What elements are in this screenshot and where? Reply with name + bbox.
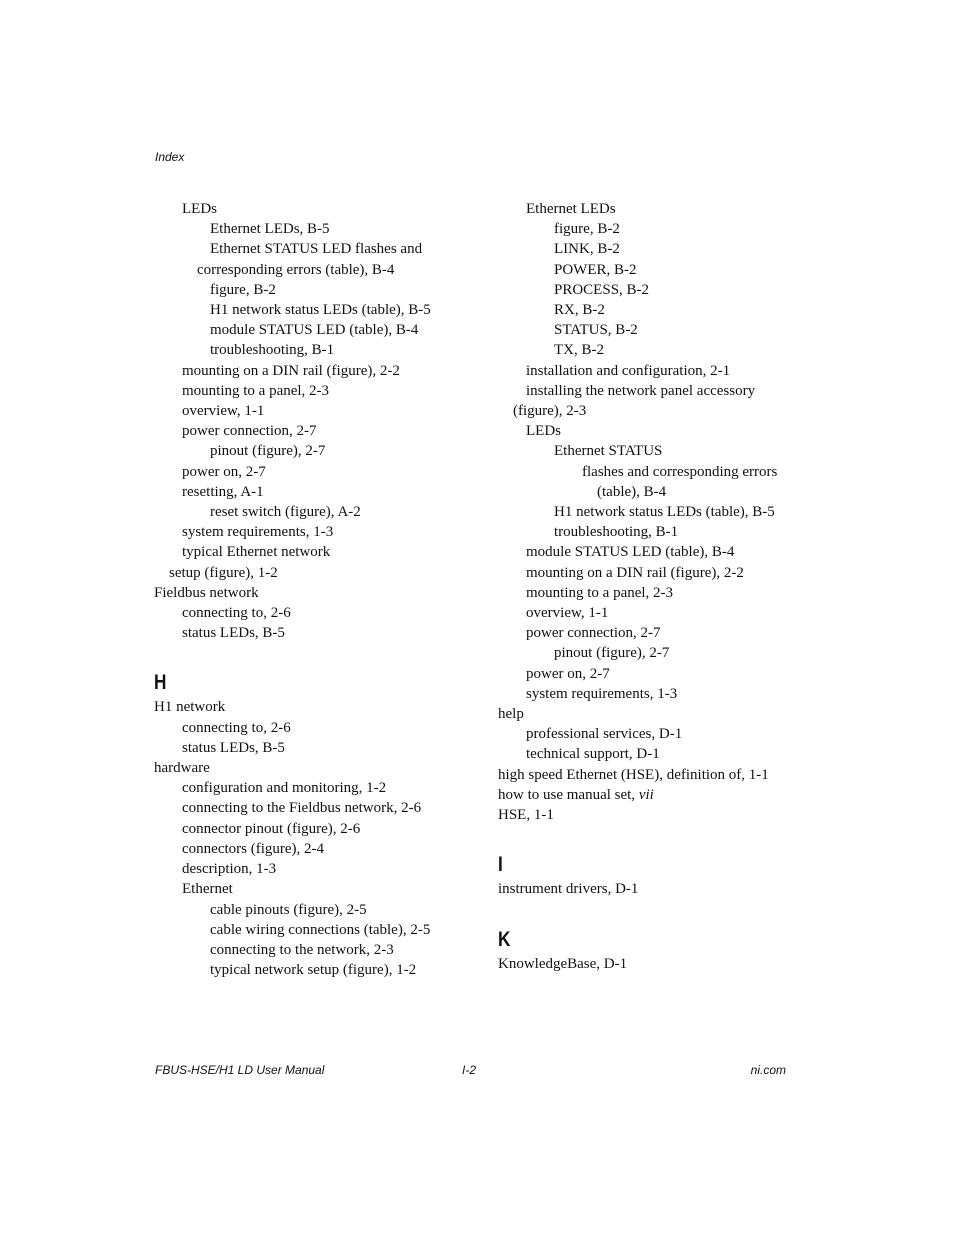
index-entry: high speed Ethernet (HSE), definition of, 1-1 bbox=[498, 766, 769, 783]
index-entry: help bbox=[498, 706, 524, 723]
index-subentry: installing the network panel accessory bbox=[526, 382, 756, 399]
index-subentry: figure, B-2 bbox=[554, 221, 620, 238]
index-subentry: POWER, B-2 bbox=[554, 261, 637, 278]
index-subentry: typical network setup (figure), 1-2 bbox=[210, 962, 417, 979]
footer-website: ni.com bbox=[750, 1063, 786, 1077]
footer-page-number: I-2 bbox=[462, 1063, 477, 1077]
index-section-letter: I bbox=[498, 853, 503, 877]
index-subentry: Ethernet STATUS LED flashes and bbox=[210, 241, 423, 258]
index-subentry: H1 network status LEDs (table), B-5 bbox=[554, 504, 775, 521]
index-entry: KnowledgeBase, D-1 bbox=[498, 955, 628, 972]
index-subentry: mounting on a DIN rail (figure), 2-2 bbox=[182, 362, 400, 379]
index-subentry: LEDs bbox=[182, 201, 217, 217]
index-subentry: mounting on a DIN rail (figure), 2-2 bbox=[526, 564, 744, 581]
index-subentry: reset switch (figure), A-2 bbox=[210, 504, 361, 521]
index-subentry: connector pinout (figure), 2-6 bbox=[182, 820, 361, 837]
index-subentry: (figure), 2-3 bbox=[513, 403, 587, 420]
index-subentry: TX, B-2 bbox=[554, 342, 604, 359]
index-subentry: connectors (figure), 2-4 bbox=[182, 840, 325, 857]
index-entry: H1 network bbox=[154, 699, 226, 716]
index-subentry: pinout (figure), 2-7 bbox=[554, 645, 670, 662]
footer-manual-title: FBUS-HSE/H1 LD User Manual bbox=[155, 1063, 325, 1077]
index-subentry: Ethernet bbox=[182, 881, 233, 898]
index-subentry: figure, B-2 bbox=[210, 281, 276, 298]
index-section-letter: K bbox=[498, 927, 511, 951]
index-subentry: PROCESS, B-2 bbox=[554, 281, 650, 298]
index-subentry: mounting to a panel, 2-3 bbox=[526, 584, 674, 601]
index-subentry: (table), B-4 bbox=[597, 483, 667, 500]
index-subentry: overview, 1-1 bbox=[182, 403, 265, 420]
index-subentry: corresponding errors (table), B-4 bbox=[197, 261, 395, 278]
index-subentry: cable pinouts (figure), 2-5 bbox=[210, 901, 367, 918]
index-subentry: technical support, D-1 bbox=[526, 746, 660, 763]
index-subentry: H1 network status LEDs (table), B-5 bbox=[210, 302, 431, 319]
index-subentry: RX, B-2 bbox=[554, 302, 605, 319]
index-subentry: Ethernet LEDs, B-5 bbox=[210, 221, 330, 238]
index-subentry: resetting, A-1 bbox=[182, 483, 264, 500]
index-subentry: power on, 2-7 bbox=[182, 463, 266, 480]
index-column-right bbox=[498, 199, 808, 974]
index-subentry: status LEDs, B-5 bbox=[182, 625, 285, 642]
index-subentry: description, 1-3 bbox=[182, 861, 277, 878]
index-section-letter: H bbox=[154, 671, 167, 695]
index-subentry: overview, 1-1 bbox=[526, 605, 609, 622]
index-subentry: troubleshooting, B-1 bbox=[554, 524, 679, 541]
index-subentry: Ethernet STATUS bbox=[554, 443, 663, 460]
index-subentry: module STATUS LED (table), B-4 bbox=[210, 322, 419, 339]
index-subentry: system requirements, 1-3 bbox=[526, 685, 678, 702]
index-subentry: typical Ethernet network bbox=[182, 544, 331, 561]
index-subentry: module STATUS LED (table), B-4 bbox=[526, 544, 735, 561]
index-subentry: pinout (figure), 2-7 bbox=[210, 443, 326, 460]
index-subentry: flashes and corresponding errors bbox=[582, 463, 778, 480]
index-subentry: LINK, B-2 bbox=[554, 241, 620, 258]
index-entry: instrument drivers, D-1 bbox=[498, 881, 639, 898]
running-header: Index bbox=[155, 150, 185, 164]
index-entry: Fieldbus network bbox=[154, 584, 259, 601]
index-subentry: mounting to a panel, 2-3 bbox=[182, 382, 330, 399]
index-subentry: troubleshooting, B-1 bbox=[210, 342, 335, 359]
index-column-left bbox=[154, 199, 484, 980]
index-subentry: connecting to, 2-6 bbox=[182, 719, 291, 736]
index-subentry: STATUS, B-2 bbox=[554, 322, 638, 339]
index-subentry: setup (figure), 1-2 bbox=[169, 564, 278, 581]
index-subentry: cable wiring connections (table), 2-5 bbox=[210, 921, 431, 938]
index-subentry: connecting to, 2-6 bbox=[182, 605, 291, 622]
index-entry: HSE, 1-1 bbox=[498, 807, 554, 824]
index-subentry: power connection, 2-7 bbox=[526, 625, 661, 642]
index-subentry: power on, 2-7 bbox=[526, 665, 610, 682]
index-entry: how to use manual set, vii bbox=[498, 786, 654, 803]
index-subentry: power connection, 2-7 bbox=[182, 423, 317, 440]
index-subentry: status LEDs, B-5 bbox=[182, 739, 285, 756]
index-subentry: professional services, D-1 bbox=[526, 726, 683, 743]
index-entry: hardware bbox=[154, 760, 210, 777]
index-subentry: configuration and monitoring, 1-2 bbox=[182, 780, 387, 797]
index-subentry: Ethernet LEDs bbox=[526, 201, 616, 217]
index-subentry: connecting to the Fieldbus network, 2-6 bbox=[182, 800, 422, 817]
index-subentry: LEDs bbox=[526, 423, 561, 440]
index-subentry: system requirements, 1-3 bbox=[182, 524, 334, 541]
index-subentry: connecting to the network, 2-3 bbox=[210, 941, 394, 958]
index-subentry: installation and configuration, 2-1 bbox=[526, 362, 731, 379]
